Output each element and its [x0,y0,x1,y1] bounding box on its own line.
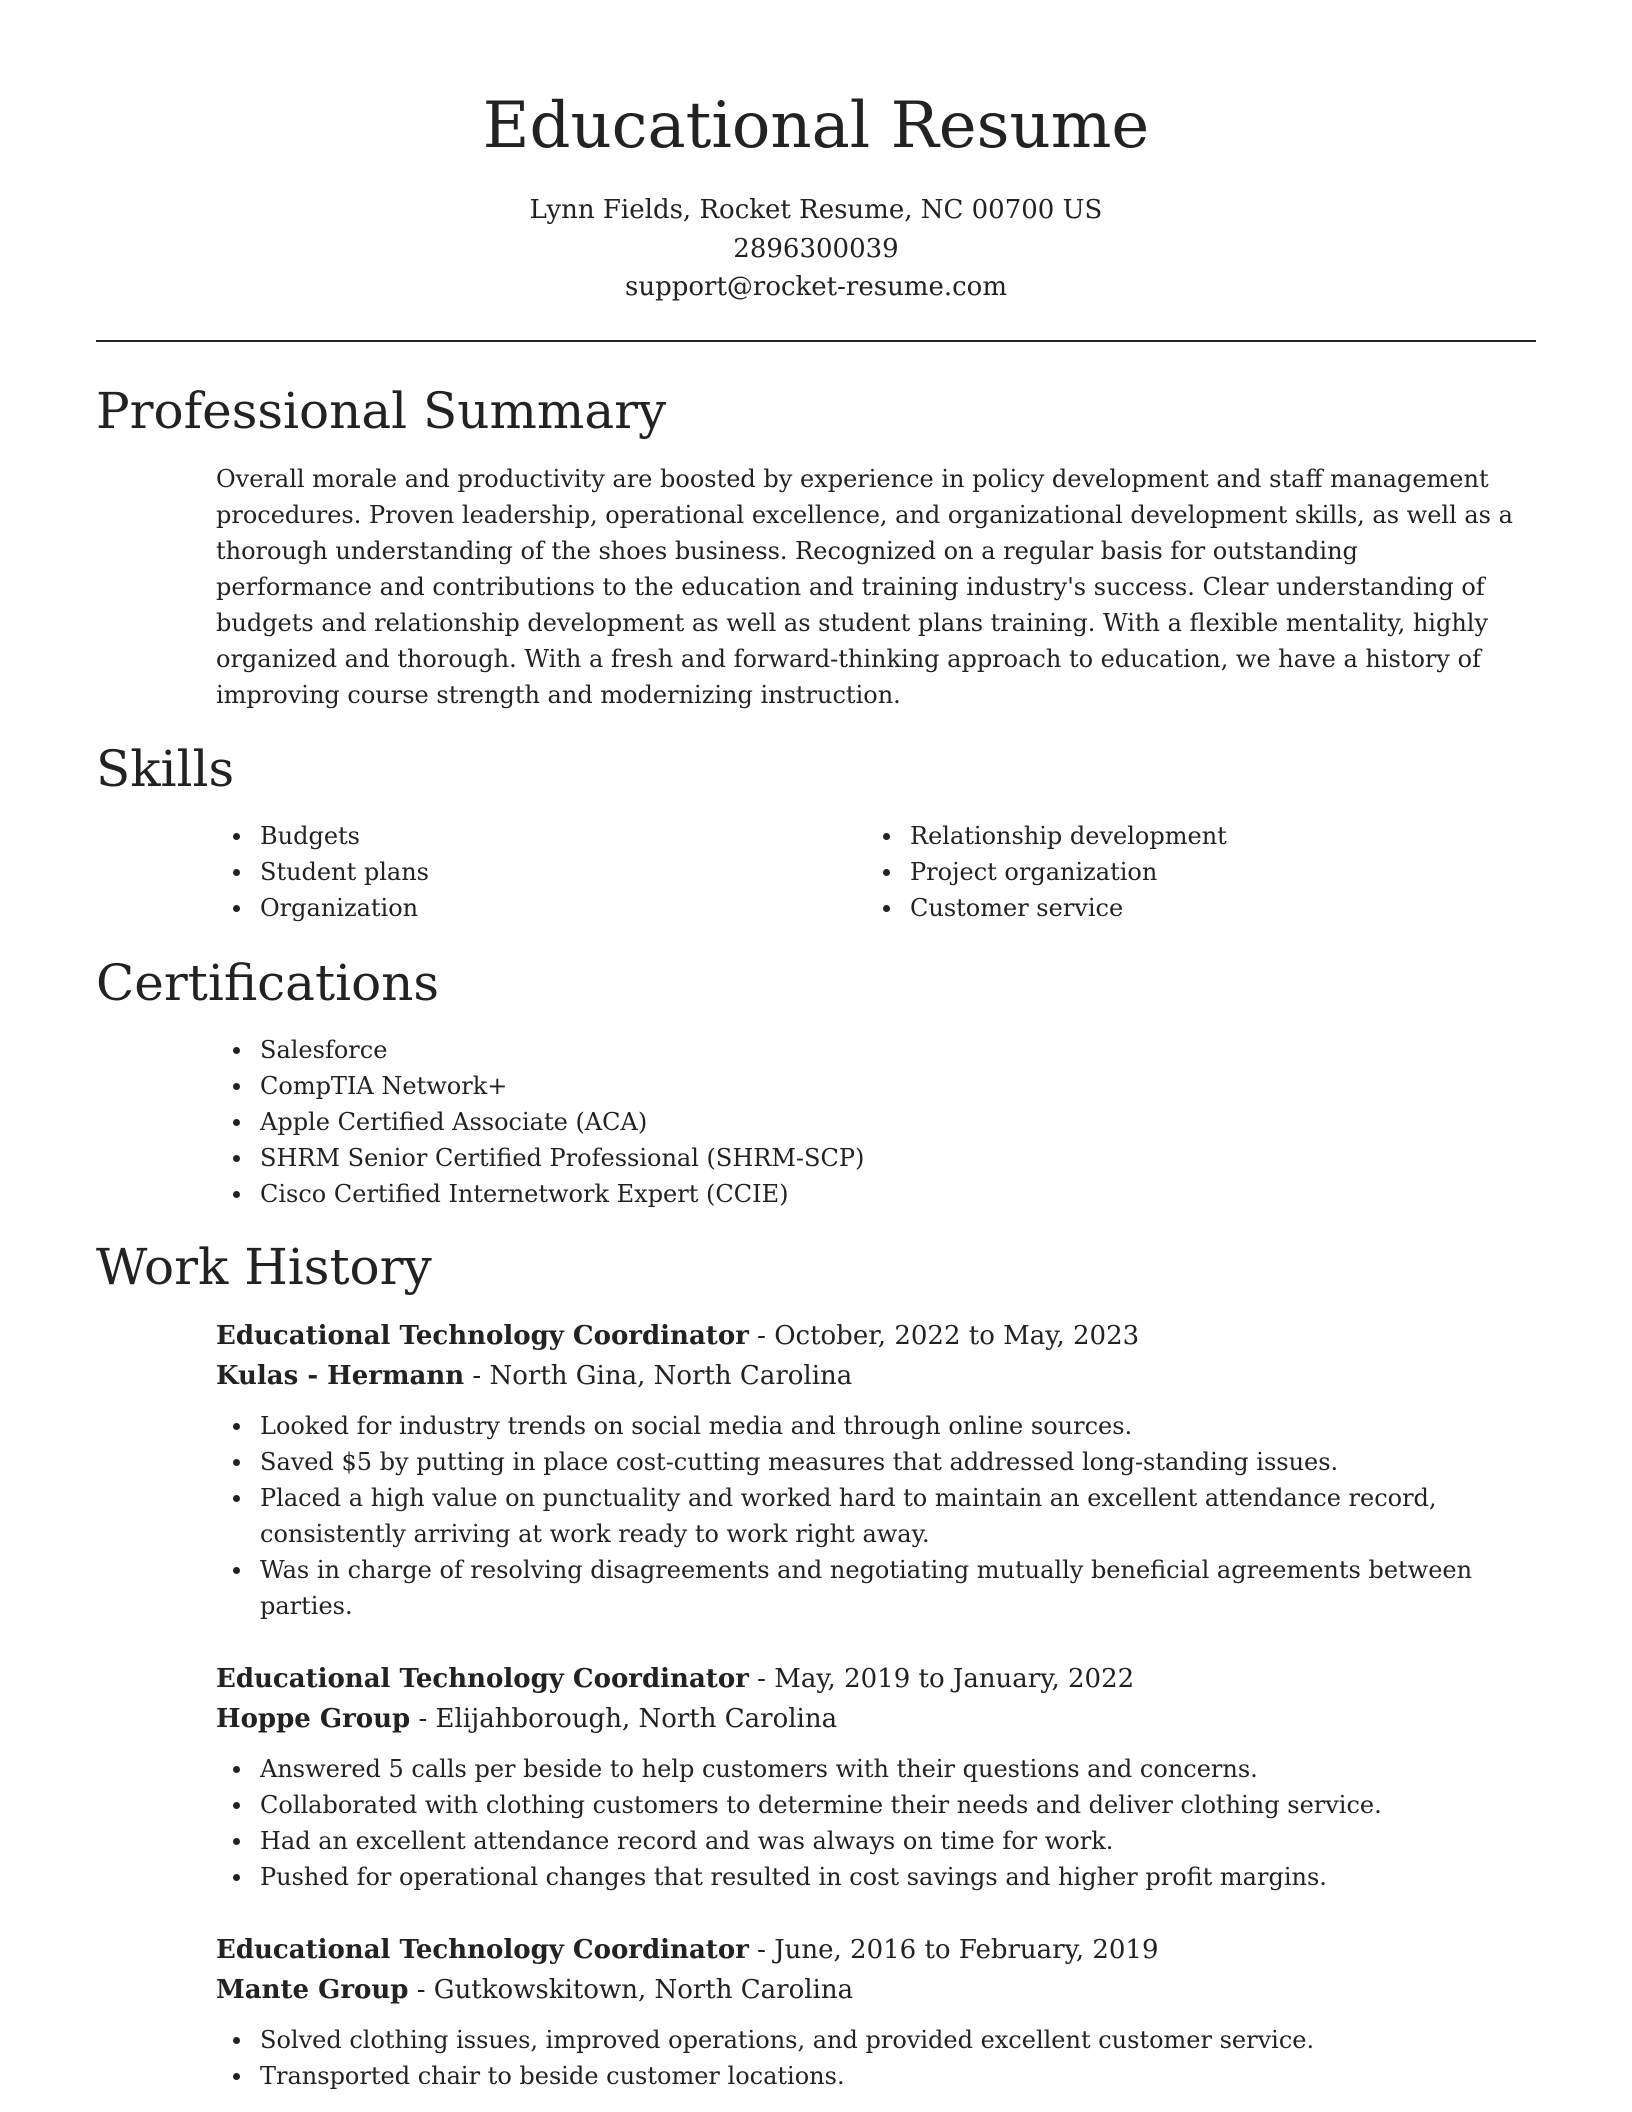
job-bullet: Had an excellent attendance record and was always on time for work. [216,1823,1486,1859]
skill-item: Budgets [216,818,816,854]
job-bullet: Saved $5 by putting in place cost-cutting measures that addressed long-standing issues. [216,1444,1486,1480]
job-bullet: Was in charge of resolving disagreements and negotiating mutually beneficial agreements between parties. [216,1552,1486,1624]
contact-address: Lynn Fields, Rocket Resume, NC 00700 US [529,195,1103,225]
job-company: Hoppe Group [216,1704,411,1734]
job-location: North Gina, North Carolina [489,1361,853,1391]
certification-item: Salesforce [216,1032,1516,1068]
job-dates: October, 2022 to May, 2023 [774,1321,1140,1351]
header-divider [96,340,1536,342]
job-bullet: Pushed for operational changes that resulted in cost savings and higher profit margins. [216,1859,1486,1895]
skills-list-left [216,818,816,926]
summary-text: Overall morale and productivity are boosted by experience in policy development and staff management procedures. Proven leadership, operational excellence, and organizational development skills, as well as a thorough understanding of the shoes business. Recognized on a regular basis for outstanding performance and contributions to the education and training industry's success. Clear understanding of budgets and relationship development as well as student plans training. With a flexible mentality, highly organized and thorough. With a fresh and forward-thinking approach to education, we have a history of improving course strength and modernizing instruction. [216,465,1513,709]
job-title: Educational Technology Coordinator [216,1935,749,1965]
skill-item: Project organization [866,854,1506,890]
job-bullet: Answered 5 calls per beside to help customers with their questions and concerns. [216,1751,1486,1787]
job-company: Kulas - Hermann [216,1361,465,1391]
skill-item: Student plans [216,854,816,890]
job-bullet: Placed a high value on punctuality and worked hard to maintain an excellent attendance record, consistently arriving at work ready to work right away. [216,1480,1486,1552]
job-company-line: Hoppe Group - Elijahborough, North Carolina [216,1704,838,1734]
job-dates: May, 2019 to January, 2022 [774,1664,1135,1694]
certifications-list [216,1032,1516,1212]
job-company-line: Kulas - Hermann - North Gina, North Carolina [216,1361,853,1391]
job-company: Mante Group [216,1975,409,2005]
job-title: Educational Technology Coordinator [216,1664,749,1694]
certifications-heading: Certifications [96,954,440,1012]
job-dates: June, 2016 to February, 2019 [774,1935,1159,1965]
skill-item: Customer service [866,890,1506,926]
work-history-heading: Work History [96,1238,432,1296]
skill-item: Organization [216,890,816,926]
job-title-line: Educational Technology Coordinator - June, 2016 to February, 2019 [216,1935,1159,1965]
job-bullets [216,1408,1486,1624]
certification-item: Apple Certified Associate (ACA) [216,1104,1516,1140]
skills-list-right [866,818,1506,926]
contact-phone: 2896300039 [733,234,899,264]
job-bullet: Transported chair to beside customer locations. [216,2058,1486,2094]
skill-item: Relationship development [866,818,1506,854]
job-title-line: Educational Technology Coordinator - May, 2019 to January, 2022 [216,1664,1135,1694]
job-bullet: Looked for industry trends on social media and through online sources. [216,1408,1486,1444]
job-location: Gutkowskitown, North Carolina [433,1975,854,2005]
summary-heading: Professional Summary [96,382,667,440]
job-entry [216,1930,1536,2094]
certification-item: SHRM Senior Certified Professional (SHRM-SCP) [216,1140,1516,1176]
job-bullets [216,2022,1486,2094]
certification-item: Cisco Certified Internetwork Expert (CCIE) [216,1176,1516,1212]
job-entry [216,1316,1536,1624]
job-company-line: Mante Group - Gutkowskitown, North Carolina [216,1975,854,2005]
job-title: Educational Technology Coordinator [216,1321,749,1351]
certification-item: CompTIA Network+ [216,1068,1516,1104]
job-bullet: Collaborated with clothing customers to determine their needs and deliver clothing service. [216,1787,1486,1823]
job-title-line: Educational Technology Coordinator - October, 2022 to May, 2023 [216,1321,1140,1351]
resume-title: Educational Resume [482,89,1150,163]
contact-email: support@rocket-resume.com [624,272,1007,302]
job-bullet: Solved clothing issues, improved operations, and provided excellent customer service. [216,2022,1486,2058]
job-entry [216,1659,1536,1895]
job-location: Elijahborough, North Carolina [435,1704,838,1734]
skills-heading: Skills [96,740,235,798]
job-bullets [216,1751,1486,1895]
